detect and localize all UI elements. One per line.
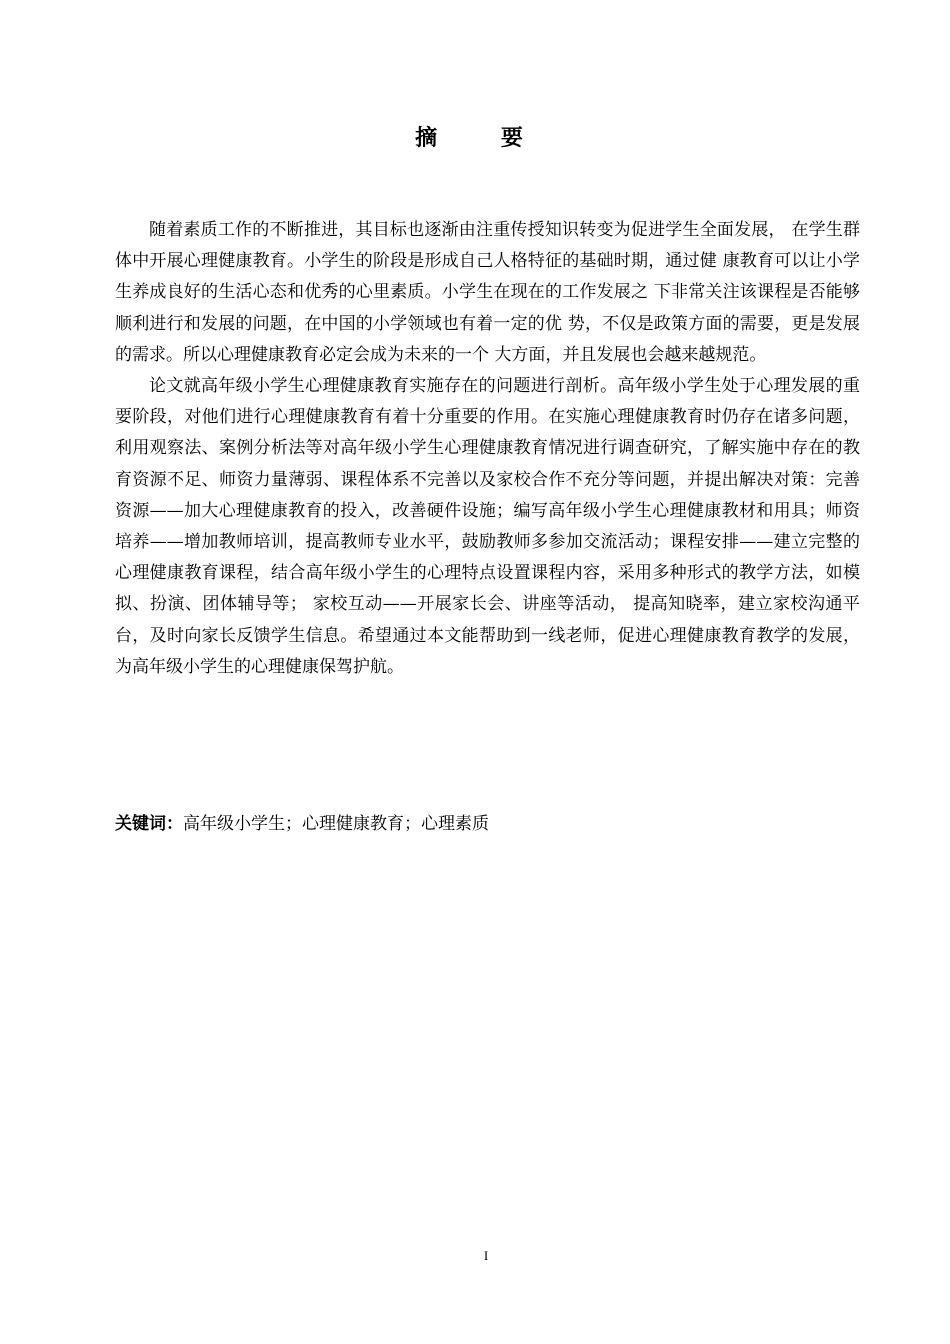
abstract-paragraph-2: 论文就高年级小学生心理健康教育实施存在的问题进行剖析。高年级小学生处于心理发展的重要阶段，对他们进行心理健康教育有着十分重要的作用。在实施心理健康教育时仍存在诸多问题，利用观察法、案例分析法等对高年级小学生心理健康教育情况进行调查研究，了解实施中存在的教育资源不足、师资力量薄弱、课程体系不完善以及家校合作不充分等问题，并提出解决对策：完善资源——加大心理健康教育的投入，改善硬件设施；编写高年级小学生心理健康教材和用具；师资培养——增加教师培训，提高教师专业水平，鼓励教师多参加交流活动；课程安排——建立完整的心理健康教育课程，结合高年级小学生的心理特点设置课程内容，采用多种形式的教学方法，如模拟、扮演、团体辅导等； 家校互动——开展家长会、讲座等活动， 提高知晓率，建立家校沟通平台，及时向家长反馈学生信息。希望通过本文能帮助到一线老师，促进心理健康教育教学的发展，为高年级小学生的心理健康保驾护航。 xyxy=(115,376,860,677)
keywords-label: 关键词： xyxy=(115,814,183,834)
abstract-title: 摘 要 xyxy=(415,126,551,151)
abstract-paragraph-1: 随着素质工作的不断推进，其目标也逐渐由注重传授知识转变为促进学生全面发展， 在学生群体中开展心理健康教育。小学生的阶段是形成自己人格特征的基础时期，通过健 康教育可以让小学生养成良好的生活心态和优秀的心里素质。小学生在现在的工作发展之 下非常关注该课程是否能够顺利进行和发展的问题，在中国的小学领域也有着一定的优 势，不仅是政策方面的需要，更是发展的需求。所以心理健康教育必定会成为未来的一个 大方面，并且发展也会越来越规范。 xyxy=(115,220,860,365)
page-number: I xyxy=(483,1248,489,1263)
keywords-text: 高年级小学生；心理健康教育；心理素质 xyxy=(183,814,489,834)
abstract-body xyxy=(115,215,860,683)
keywords-line xyxy=(115,810,860,838)
